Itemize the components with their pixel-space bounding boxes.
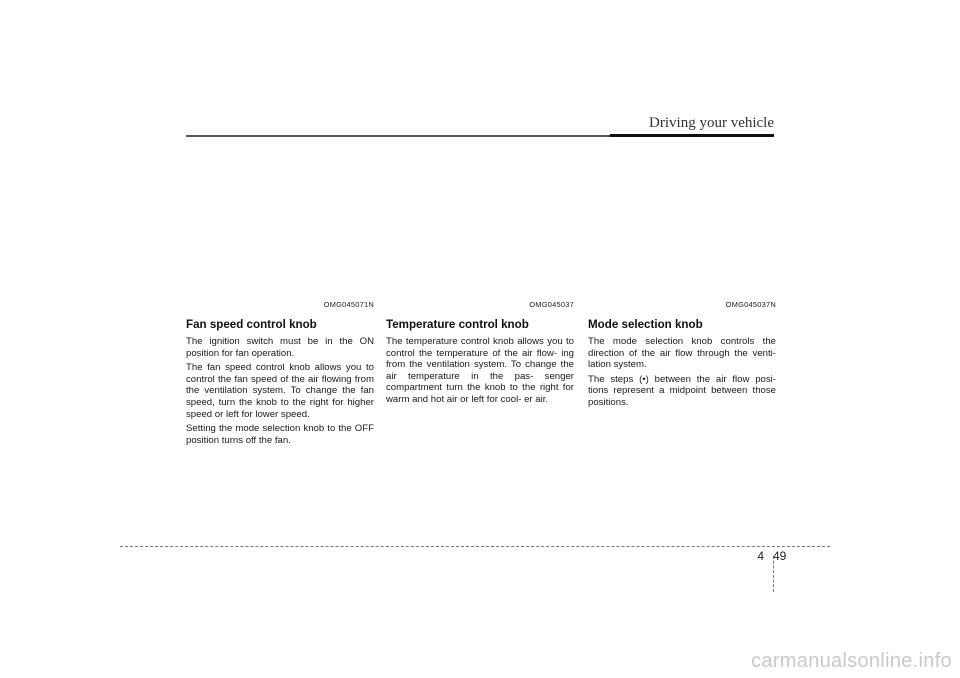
page-number bbox=[745, 549, 815, 563]
paragraph: The temperature control knob allows you to control the temperature of the air flow- ing from the ventilation system. To change the air temperature in the pas- senger compartment turn the knob to the right for warm and hot air or left for cool- er air. bbox=[386, 336, 574, 405]
figure-code: OMG045037N bbox=[725, 300, 776, 309]
figure-code: OMG045071N bbox=[323, 300, 374, 309]
paragraph: The ignition switch must be in the ON position for fan operation. bbox=[186, 336, 374, 359]
footer-divider bbox=[120, 546, 830, 547]
paragraph: The steps (•) between the air flow posi- tions represent a midpoint between those positions. bbox=[588, 373, 776, 408]
section-mode-selection bbox=[588, 300, 776, 412]
section-temperature bbox=[386, 300, 574, 409]
figure-code: OMG045037 bbox=[529, 300, 574, 309]
watermark: carmanualsonline.info bbox=[751, 650, 952, 672]
section-title: Temperature control knob bbox=[386, 318, 529, 331]
paragraph: The fan speed control knob allows you to control the fan speed of the air flowing from the ventilation system. To change the fan speed, turn the knob to the right for higher speed or left for lower speed. bbox=[186, 362, 374, 420]
section-title: Fan speed control knob bbox=[186, 318, 317, 331]
section-fan-speed bbox=[186, 300, 374, 449]
section-title: Mode selection knob bbox=[588, 318, 703, 331]
page-header-title: Driving your vehicle bbox=[649, 115, 774, 131]
header-rule-accent bbox=[610, 134, 774, 137]
paragraph: Setting the mode selection knob to the OFF position turns off the fan. bbox=[186, 423, 374, 446]
chapter-number: 4 bbox=[757, 549, 764, 563]
paragraph: The mode selection knob controls the direction of the air flow through the venti- lation system. bbox=[588, 336, 776, 371]
page-number-value: 49 bbox=[773, 549, 787, 563]
